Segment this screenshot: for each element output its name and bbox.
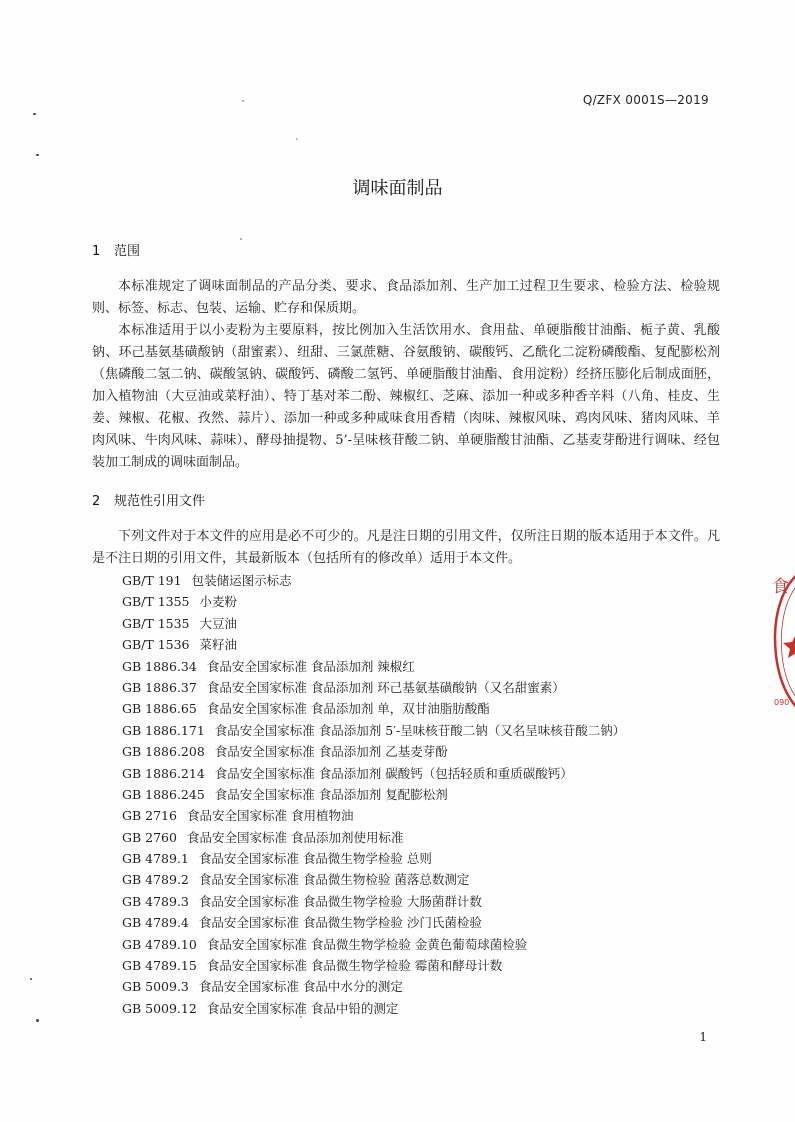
section-heading-scope <box>92 240 140 259</box>
references-list <box>122 570 625 1019</box>
reference-item <box>122 763 625 784</box>
reference-item <box>122 827 625 848</box>
scan-speck <box>33 113 36 115</box>
reference-title: 食品安全国家标准 食品微生物学检验 霉菌和酵母计数 <box>206 958 503 974</box>
reference-code: GB 4789.2 <box>122 872 189 888</box>
section-title: 规范性引用文件 <box>114 494 206 509</box>
reference-item <box>122 677 625 698</box>
section-heading-references <box>92 490 205 509</box>
reference-code: GB 2760 <box>122 829 177 845</box>
reference-code: GB 1886.214 <box>122 765 205 781</box>
reference-code: GB 4789.4 <box>122 915 189 931</box>
scan-speck <box>36 1019 39 1022</box>
reference-code: GB 1886.245 <box>122 786 205 802</box>
reference-code: GB 1886.37 <box>122 679 197 695</box>
reference-title: 食品安全国家标准 食品添加剂 5′-呈味核苷酸二钠（又名呈味核苷酸二钠） <box>214 722 626 738</box>
reference-item <box>122 805 625 826</box>
reference-code: GB 4789.1 <box>122 851 189 867</box>
seal-stamp-character: 食 <box>772 577 789 597</box>
reference-title: 食品安全国家标准 食品添加剂 复配膨松剂 <box>214 786 448 802</box>
reference-item <box>122 634 625 655</box>
reference-code: GB 4789.10 <box>122 936 197 952</box>
reference-title: 食品安全国家标准 食品微生物检验 菌落总数测定 <box>198 872 470 888</box>
reference-code: GB 5009.3 <box>122 979 189 995</box>
reference-code: GB/T 1535 <box>122 615 190 631</box>
reference-title: 食品安全国家标准 食品添加剂使用标准 <box>186 829 404 845</box>
reference-item <box>122 656 625 677</box>
reference-code: GB 4789.3 <box>122 893 189 909</box>
reference-title: 食品安全国家标准 食品添加剂 单，双甘油脂肪酸酯 <box>206 701 490 717</box>
reference-item <box>122 613 625 634</box>
reference-item <box>122 591 625 612</box>
page-title: 调味面制品 <box>352 178 443 199</box>
reference-item <box>122 955 625 976</box>
reference-code: GB/T 1355 <box>122 594 190 610</box>
reference-code: GB/T 191 <box>122 573 182 588</box>
reference-item <box>122 976 625 997</box>
section-title: 范围 <box>114 244 141 259</box>
reference-title: 食品安全国家标准 食品添加剂 环己基氨基磺酸钠（又名甜蜜素） <box>206 679 565 695</box>
reference-title: 食品安全国家标准 食品微生物学检验 大肠菌群计数 <box>198 893 482 909</box>
reference-title: 大豆油 <box>199 615 238 631</box>
reference-title: 食品安全国家标准 食品添加剂 辣椒红 <box>206 658 415 674</box>
reference-code: GB/T 1536 <box>122 637 190 653</box>
reference-title: 食品安全国家标准 食品微生物学检验 金黄色葡萄球菌检验 <box>206 936 528 952</box>
reference-item <box>122 912 625 933</box>
scan-speck <box>242 100 244 102</box>
reference-title: 食品安全国家标准 食品添加剂 碳酸钙（包括轻质和重质碳酸钙） <box>214 765 573 781</box>
scan-speck <box>240 238 242 240</box>
reference-title: 食品安全国家标准 食品添加剂 乙基麦芽酚 <box>214 744 448 760</box>
reference-title: 食品安全国家标准 食品中铅的测定 <box>206 1000 399 1016</box>
scan-speck <box>30 978 32 980</box>
section-number: 2 <box>92 494 101 509</box>
reference-title: 食品安全国家标准 食品微生物学检验 总则 <box>198 851 432 867</box>
references-intro-paragraph: 下列文件对于本文件的应用是必不可少的。凡是注日期的引用文件，仅所注日期的版本适用于本文件。凡是不注日期的引用文件，其最新版本（包括所有的修改单）适用于本文件。 <box>92 529 720 566</box>
scan-speck <box>36 154 39 156</box>
reference-title: 食品安全国家标准 食品微生物学检验 沙门氏菌检验 <box>198 915 482 931</box>
reference-item <box>122 869 625 890</box>
reference-item <box>122 720 625 741</box>
section-number: 1 <box>92 244 101 259</box>
scan-speck <box>296 138 298 140</box>
reference-item <box>122 998 625 1019</box>
reference-item <box>122 934 625 955</box>
reference-item <box>122 891 625 912</box>
reference-code: GB 5009.12 <box>122 1000 197 1016</box>
reference-code: GB 4789.15 <box>122 958 197 974</box>
reference-item <box>122 741 625 762</box>
scope-paragraph-1: 本标准规定了调味面制品的产品分类、要求、食品添加剂、生产加工过程卫生要求、检验方法、检验规则、标签、标志、包装、运输、贮存和保质期。 <box>92 279 720 316</box>
reference-code: GB 1886.171 <box>122 722 205 738</box>
seal-stamp-number: 090 <box>774 698 790 707</box>
scan-speck <box>300 1016 302 1018</box>
reference-title: 食品安全国家标准 食品中水分的测定 <box>198 979 403 995</box>
scope-paragraph-2: 本标准适用于以小麦粉为主要原料，按比例加入生活饮用水、食用盐、单硬脂酸甘油酯、栀子黄、乳酸钠、环己基氨基磺酸钠（甜蜜素）、纽甜、三氯蔗糖、谷氨酸钠、碳酸钙、乙酰化二淀粉磷酸酯、复配膨松剂（焦磷酸二氢二钠、碳酸氢钠、碳酸钙、磷酸二氢钙、单硬脂酸甘油酯、食用淀粉）经挤压膨化后制成面胚，加入植物油（大豆油或菜籽油）、特丁基对苯二酚、辣椒红、芝麻、添加一种或多种香辛料（八角、桂皮、生姜、辣椒、花椒、孜然、蒜片）、添加一种或多种咸味食用香精（肉味、辣椒风味、鸡肉风味、猪肉风味、羊肉风味、牛肉风味、蒜味）、酵母抽提物、5’-呈味核苷酸二钠、单硬脂酸甘油酯、乙基麦芽酚进行调味、经包装加工制成的调味面制品。 <box>92 323 720 470</box>
reference-title: 菜籽油 <box>199 637 238 653</box>
reference-code: GB 2716 <box>122 808 177 824</box>
reference-item <box>122 570 625 591</box>
reference-title: 包装储运图示标志 <box>191 573 292 588</box>
reference-title: 小麦粉 <box>199 594 238 610</box>
document-code: Q/ZFX 0001S—2019 <box>582 93 709 107</box>
reference-item <box>122 698 625 719</box>
reference-title: 食品安全国家标准 食用植物油 <box>186 808 354 824</box>
reference-code: GB 1886.65 <box>122 701 197 717</box>
page-number: 1 <box>699 1030 707 1044</box>
reference-item <box>122 784 625 805</box>
reference-item <box>122 848 625 869</box>
reference-code: GB 1886.208 <box>122 744 205 760</box>
reference-code: GB 1886.34 <box>122 658 197 674</box>
